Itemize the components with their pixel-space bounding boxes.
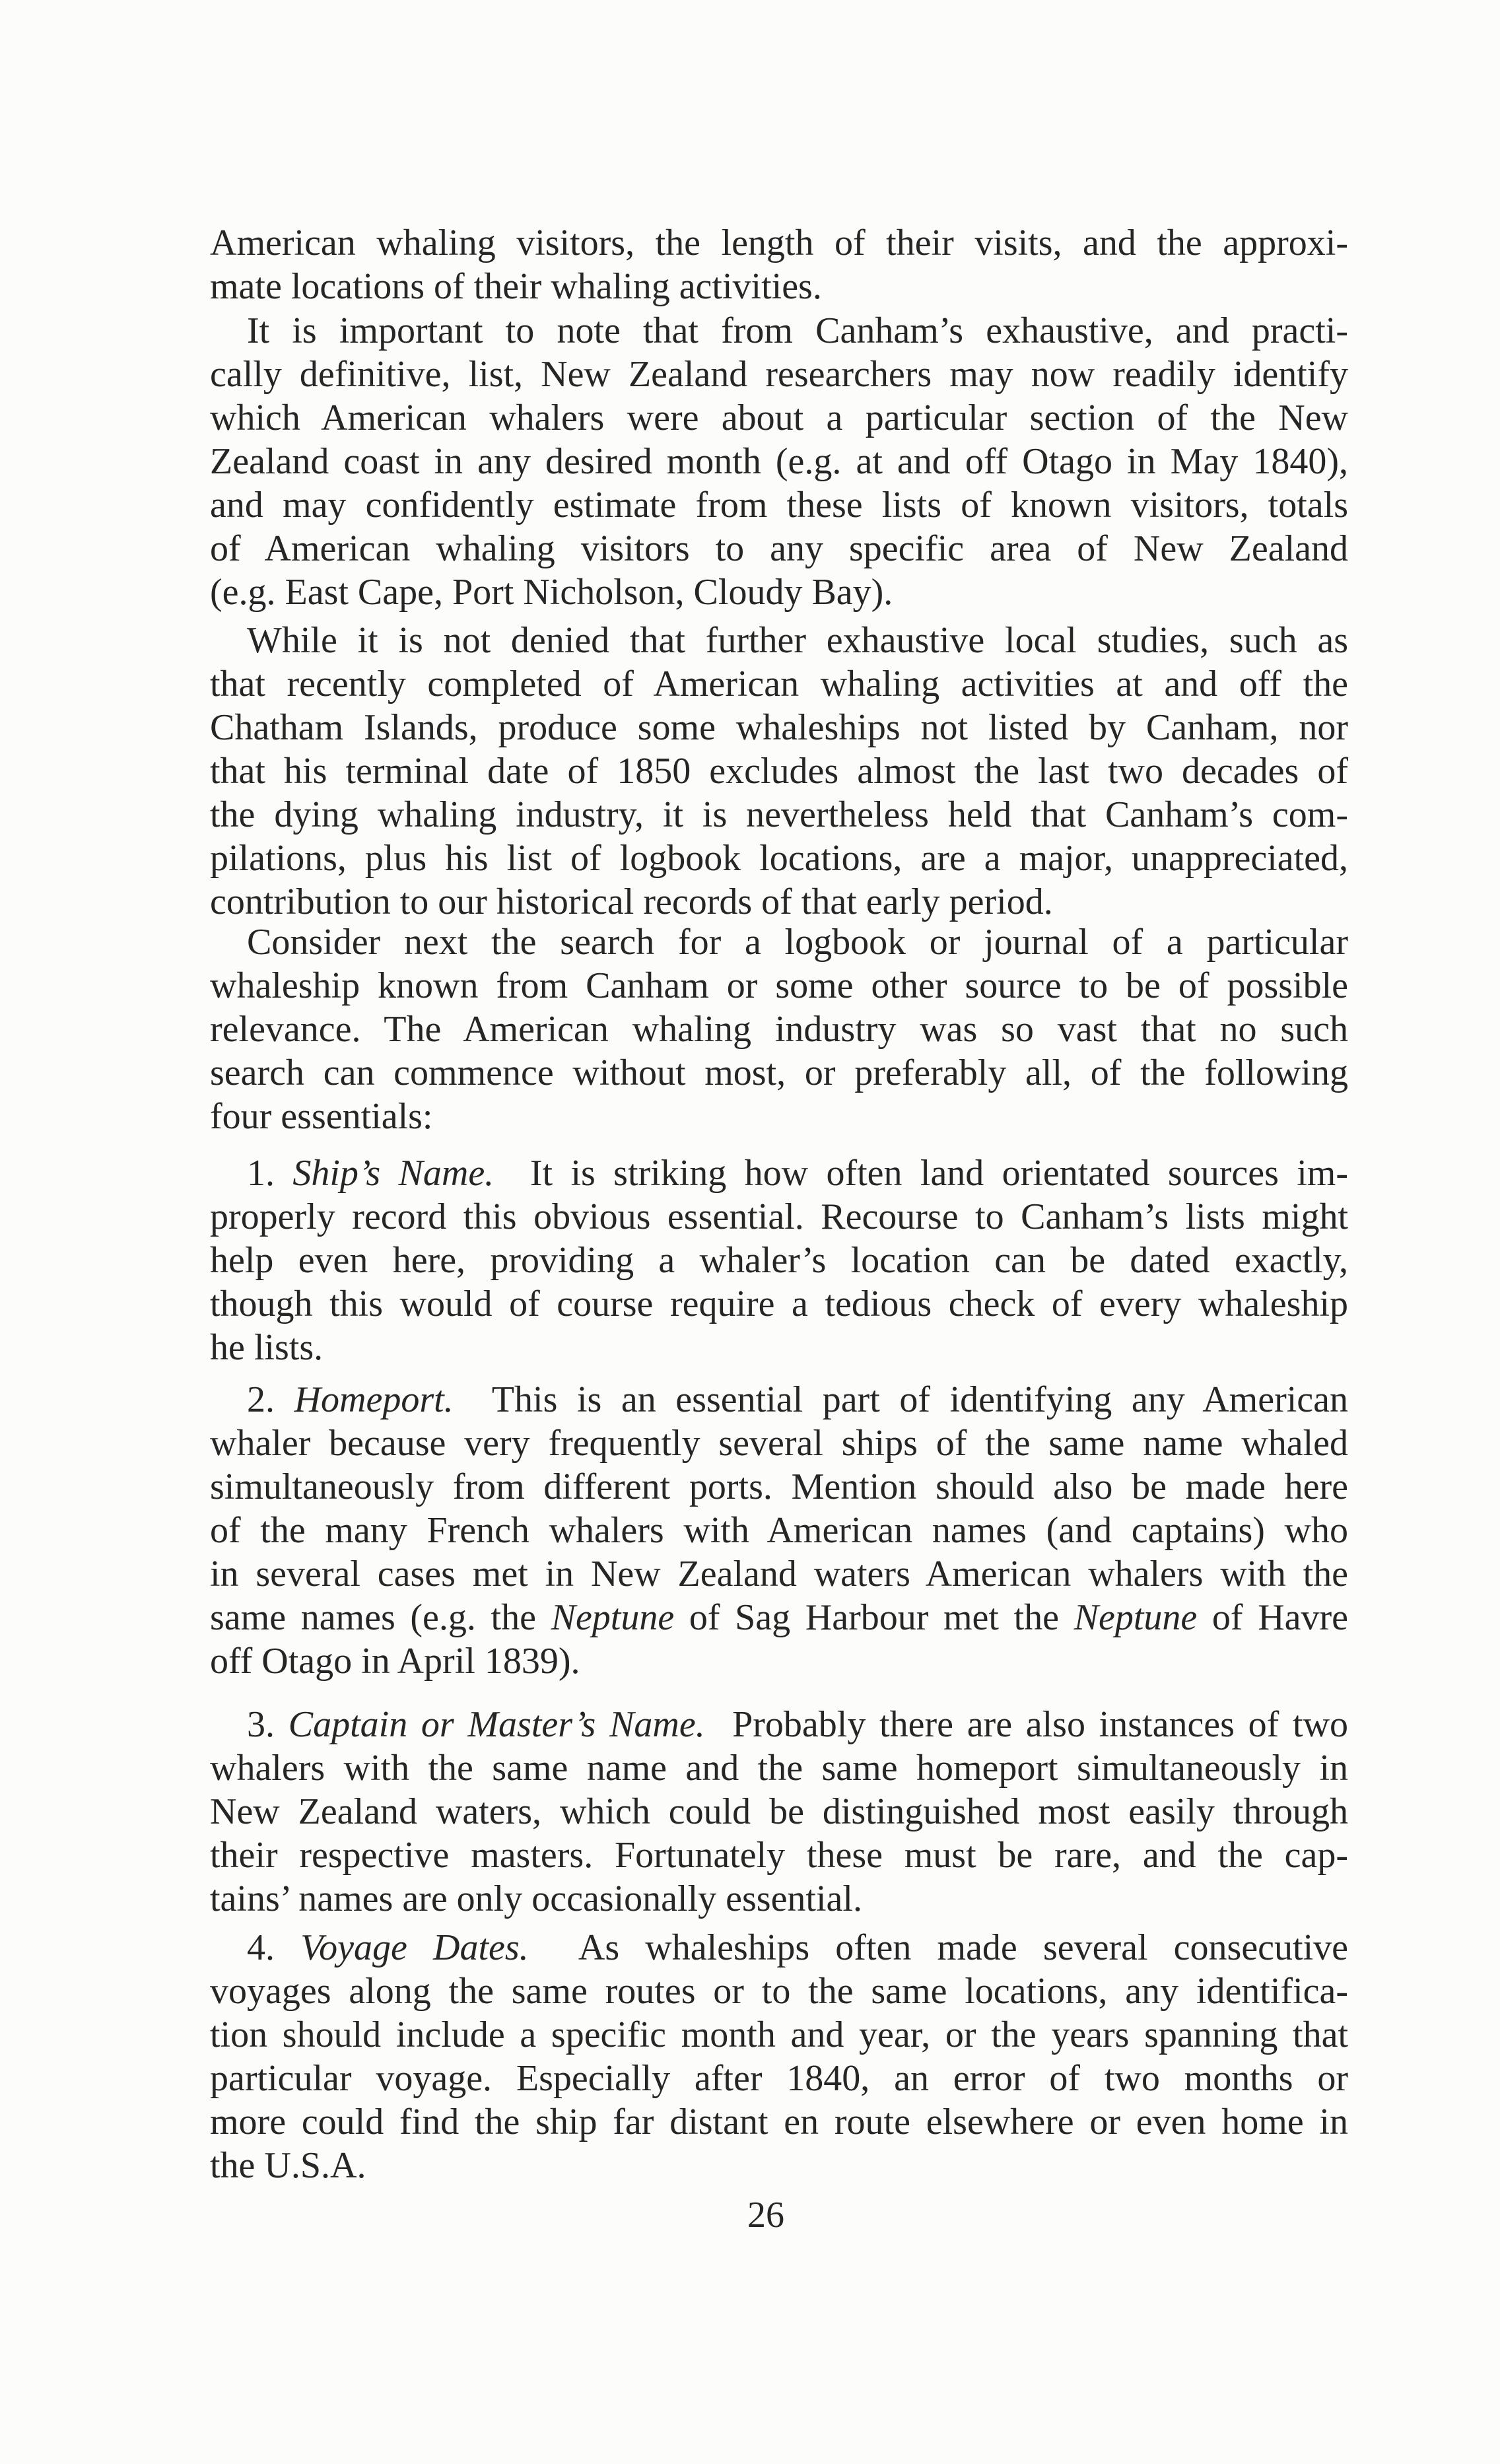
list-item xyxy=(210,1151,1348,1369)
text-line: (e.g. East Cape, Port Nicholson, Cloudy Bay). xyxy=(210,572,893,613)
text-line: of the many French whalers with American names (and captains) who xyxy=(210,1510,1348,1551)
text-line: voyages along the same routes or to the same locations, any identifica- xyxy=(210,1971,1348,2012)
text-line: New Zealand waters, which could be distinguished most easily through xyxy=(210,1791,1348,1832)
text-line: whaleship known from Canham or some other source to be of possible xyxy=(210,965,1348,1006)
text-line: Consider next the search for a logbook or journal of a particular xyxy=(247,922,1348,963)
text-segment: 1. xyxy=(247,1153,293,1194)
list-item xyxy=(210,1926,1348,2187)
text-line: four essentials: xyxy=(210,1096,433,1137)
text-line: tains’ names are only occasionally essential. xyxy=(210,1878,862,1919)
italic-term: Voyage Dates. xyxy=(300,1927,529,1968)
text-segment: same names (e.g. the xyxy=(210,1597,551,1638)
text-line: the dying whaling industry, it is nevertheless held that Canham’s com- xyxy=(210,794,1348,835)
text-line xyxy=(210,1151,1348,1195)
italic-term: Ship’s Name. xyxy=(292,1153,494,1194)
text-line: that his terminal date of 1850 excludes almost the last two decades of xyxy=(210,751,1348,792)
paragraph xyxy=(210,920,1348,1138)
text-line: search can commence without most, or preferably all, of the following xyxy=(210,1052,1348,1093)
text-line xyxy=(210,1596,1348,1639)
text-segment: 2. xyxy=(247,1379,294,1420)
text-line: and may confidently estimate from these lists of known visitors, totals xyxy=(210,485,1348,526)
text-line: While it is not denied that further exhaustive local studies, such as xyxy=(247,620,1348,661)
text-line: their respective masters. Fortunately these must be rare, and the cap- xyxy=(210,1835,1348,1876)
text-line: Zealand coast in any desired month (e.g. at and off Otago in May 1840), xyxy=(210,441,1348,482)
text-segment: of Havre xyxy=(1197,1597,1348,1638)
italic-term: Neptune xyxy=(1074,1597,1198,1638)
text-line: though this would of course require a tedious check of every whaleship xyxy=(210,1283,1348,1324)
text-segment: This is an essential part of identifying any American xyxy=(453,1379,1348,1420)
text-line: of American whaling visitors to any specific area of New Zealand xyxy=(210,528,1348,569)
paragraph xyxy=(210,309,1348,614)
text-line: that recently completed of American whaling activities at and off the xyxy=(210,664,1348,704)
text-line: mate locations of their whaling activities. xyxy=(210,266,822,307)
italic-term: Homeport. xyxy=(294,1379,454,1420)
text-line: which American whalers were about a particular section of the New xyxy=(210,397,1348,438)
text-segment: Probably there are also instances of two xyxy=(704,1704,1349,1745)
text-line: whaler because very frequently several ships of the same name whaled xyxy=(210,1423,1348,1464)
text-line: It is important to note that from Canham’s exhaustive, and practi- xyxy=(247,310,1348,351)
text-segment: of Sag Harbour met the xyxy=(674,1597,1074,1638)
text-line: more could find the ship far distant en route elsewhere or even home in xyxy=(210,2102,1348,2142)
text-segment: 4. xyxy=(247,1927,301,1968)
page-number: 26 xyxy=(747,2195,784,2236)
text-line: Chatham Islands, produce some whaleships not listed by Canham, nor xyxy=(210,707,1348,748)
text-line: relevance. The American whaling industry was so vast that no such xyxy=(210,1009,1348,1050)
text-line: pilations, plus his list of logbook locations, are a major, unappreciated, xyxy=(210,838,1348,879)
text-line: cally definitive, list, New Zealand researchers may now readily identify xyxy=(210,354,1348,395)
text-line xyxy=(210,1378,1348,1421)
text-line: tion should include a specific month and year, or the years spanning that xyxy=(210,2014,1348,2055)
text-line: particular voyage. Especially after 1840, an error of two months or xyxy=(210,2058,1348,2099)
text-line: he lists. xyxy=(210,1327,324,1368)
text-segment: 3. xyxy=(247,1704,289,1745)
list-item xyxy=(210,1378,1348,1683)
paragraph xyxy=(210,221,1348,308)
text-line: whalers with the same name and the same homeport simultaneously in xyxy=(210,1748,1348,1789)
text-line: off Otago in April 1839). xyxy=(210,1641,580,1682)
text-line: in several cases met in New Zealand waters American whalers with the xyxy=(210,1554,1348,1594)
text-segment: As whaleships often made several consecutive xyxy=(528,1927,1348,1968)
text-line: American whaling visitors, the length of their visits, and the approxi- xyxy=(210,222,1348,263)
text-segment: It is striking how often land orientated sources im- xyxy=(494,1153,1348,1194)
list-item xyxy=(210,1703,1348,1921)
text-line: contribution to our historical records of that early period. xyxy=(210,881,1053,922)
text-line: simultaneously from different ports. Mention should also be made here xyxy=(210,1466,1348,1507)
text-line xyxy=(210,1703,1348,1746)
paragraph xyxy=(210,619,1348,924)
italic-term: Captain or Master’s Name. xyxy=(288,1704,705,1745)
italic-term: Neptune xyxy=(551,1597,675,1638)
text-line: properly record this obvious essential. Recourse to Canham’s lists might xyxy=(210,1196,1348,1237)
text-line xyxy=(210,1926,1348,1969)
text-line: the U.S.A. xyxy=(210,2145,366,2186)
text-line: help even here, providing a whaler’s location can be dated exactly, xyxy=(210,1240,1348,1281)
